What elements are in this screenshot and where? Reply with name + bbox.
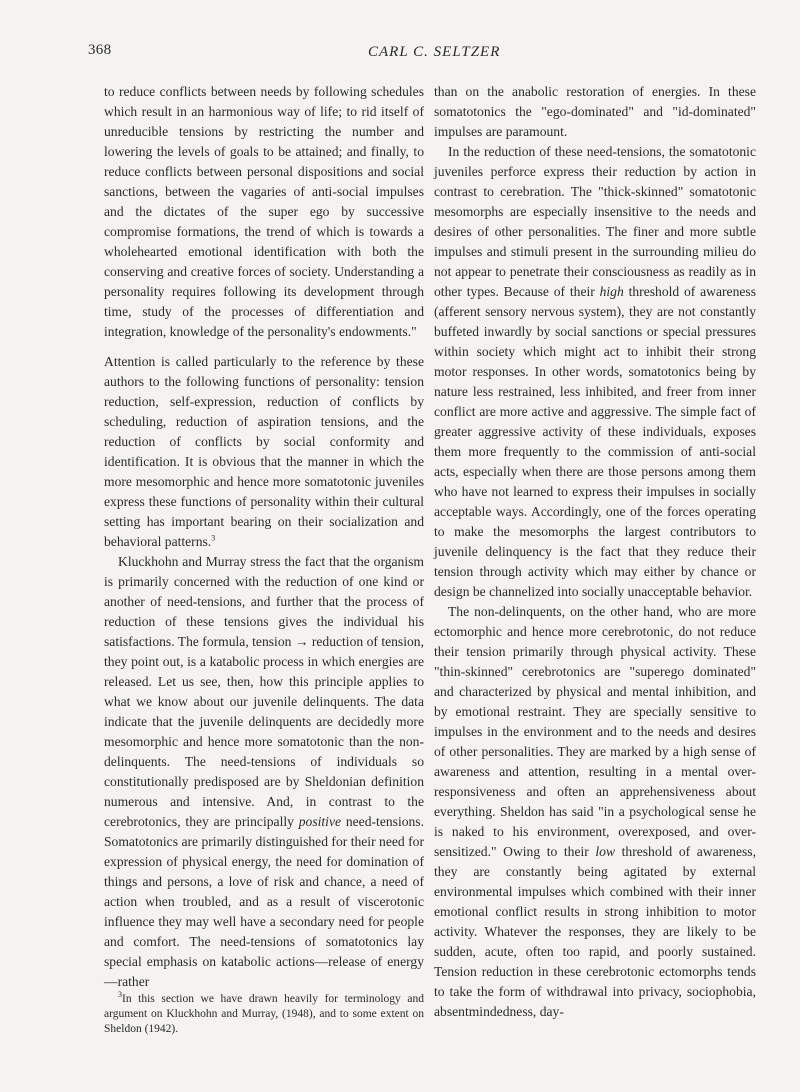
- paragraph: [104, 552, 424, 992]
- left-column: [104, 82, 424, 1037]
- emphasis: positive: [298, 814, 342, 829]
- paragraph: [434, 142, 756, 602]
- paragraph: to reduce conflicts between needs by following schedules which result in an harmonious way of life; to rid itself of unreducible tensions by restricting the number and lowering the levels of goals to be attained; and finally, to reduce conflicts between personal dispositions and social sanctions, between the vagaries of anti-social impulses and the dictates of the super ego by successive compromise formations, the trend of which is towards a wholehearted emotional identification with both the conserving and creative forces of society. Understanding a personality requires following its development through time, study of the processes of differentiation and integration, knowledge of the personality's endowments.": [104, 84, 424, 339]
- footnote-marker: 3: [118, 990, 122, 1000]
- emphasis: high: [599, 284, 624, 299]
- paragraph: [434, 602, 756, 1022]
- paragraph-text: The non-delinquents, on the other hand, who are more ectomorphic and hence more cerebrotonic, do not reduce their tension primarily through physical activity. These "thin-skinned" cerebrotonics are "superego dominated" and characterized by physical and mental inhibition, and by emotional restraint. They are specially sensitive to impulses in the environment and to the needs and desires of other personalities. They are marked by a high sense of awareness and attention, resulting in a mental over-responsiveness and often an apprehensiveness about everything. Sheldon has said "in a psychological sense he is naked to his environment, overexposed, and over-sensitized." Owing to their: [434, 604, 756, 859]
- paragraph-text: need-tensions. Somatotonics are primarily distinguished for their need for expression of physical energy, the need for domination of things and persons, a love of risk and chance, a need of action when troubled, and as a result of viscerotonic influence they may well have a secondary need for people and comfort. The need-tensions of somatotonics lay special emphasis on katabolic actions—release of energy—rather: [104, 814, 424, 989]
- right-column: [434, 82, 756, 1022]
- emphasis: low: [595, 844, 616, 859]
- footnote: [104, 992, 424, 1037]
- footnote-text: In this section we have drawn heavily for terminology and argument on Kluckhohn and Murray, (1948), and to some extent on Sheldon (1942).: [104, 993, 424, 1035]
- paragraph-text: threshold of awareness (afferent sensory nervous system), they are not constantly buffeted inwardly by social sanctions or special pressures within society which might act to inhibit their strong motor responses. In other words, somatotonics being by nature less restrained, less inhibited, and freer from inner conflict are more active and aggressive. The simple fact of greater aggressive activity of these individuals, exposes them more frequently to the commission of anti-social acts, especially when there are those persons among them who have not learned to express their impulses in socially acceptable ways. Accordingly, one of the forces operating to make the mesomorphs the largest contributors to juvenile delinquency is the fact that they reduce their tension through activity which may either by chance or design be channelized into socially unacceptable behavior.: [434, 284, 756, 599]
- paragraph-text: Attention is called particularly to the reference by these authors to the following functions of personality: tension reduction, self-expression, reduction of conflicts by scheduling, reduction of aspiration tensions, and the reduction of conflicts by social conformity and identification. It is obvious that the manner in which the more mesomorphic and hence more somatotonic juveniles express these functions of personality within their cultural setting has important bearing on their socialization and behavioral patterns.: [104, 354, 424, 549]
- paragraph: than on the anabolic restoration of energies. In these somatotonics the "ego-dominated" and "id-dominated" impulses are paramount.: [434, 84, 756, 139]
- running-head: CARL C. SELTZER: [368, 44, 501, 60]
- page-number: 368: [88, 42, 112, 58]
- paragraph-text: Kluckhohn and Murray stress the fact that the organism is primarily concerned with the reduction of one kind or another of need-tensions, and further that the process of reduction of these tensions gives the individual his satisfactions. The formula, tension → reduction of tension, they point out, is a katabolic process in which energies are released. Let us see, then, how this principle applies to what we know about our juvenile delinquents. The data indicate that the juvenile delinquents are decidedly more mesomorphic and hence more somatotonic than the non-delinquents. The need-tensions of individuals so constitutionally predisposed are by Sheldonian definition numerous and intensive. And, in contrast to the cerebrotonics, they are principally: [104, 554, 424, 829]
- paragraph: [104, 352, 424, 552]
- footnote-ref: 3: [211, 533, 216, 543]
- paragraph-text: In the reduction of these need-tensions, the somatotonic juveniles perforce express their reduction by action in contrast to cerebration. The "thick-skinned" somatotonic mesomorphs are especially insensitive to the needs and desires of other personalities. The finer and more subtle impulses and stimuli present in the surrounding milieu do not appear to penetrate their consciousness as readily as in other types. Because of their: [434, 144, 756, 299]
- paragraph-text: threshold of awareness, they are constantly being agitated by external environmental impulses which combined with their inner emotional conflict results in strong inhibition to motor activity. Whatever the responses, they are likely to be sudden, acute, often too rapid, and poorly sustained. Tension reduction in these cerebrotonic ectomorphs tends to take the form of withdrawal into privacy, sociophobia, absentmindedness, day-: [434, 844, 756, 1019]
